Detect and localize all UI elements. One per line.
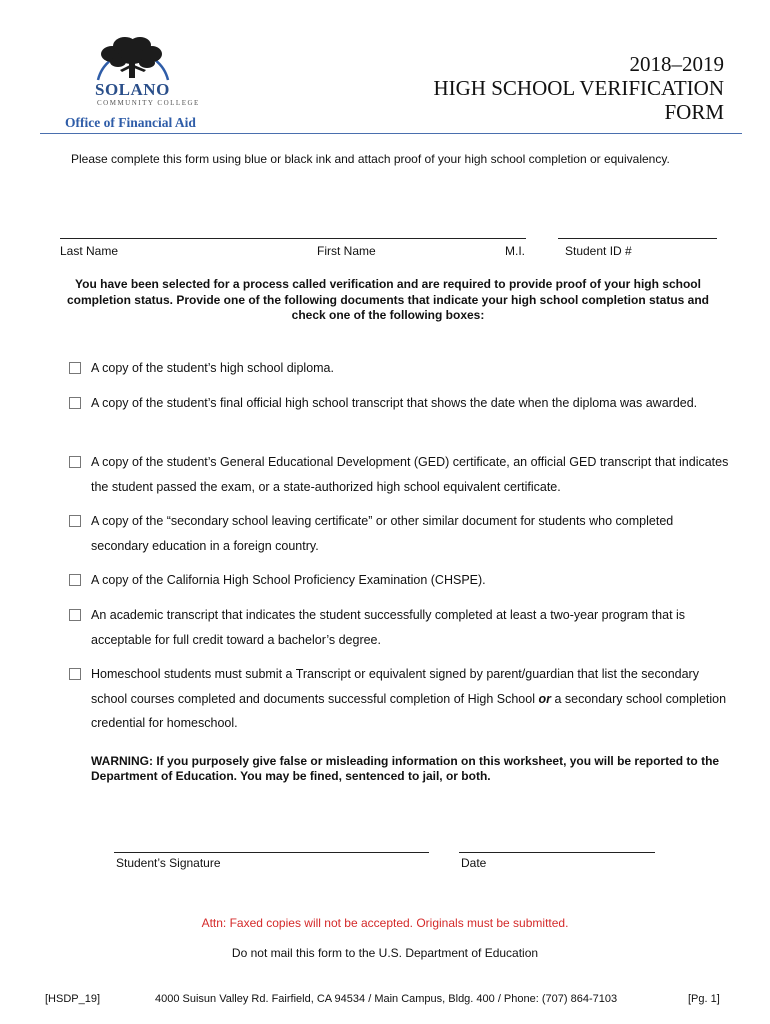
logo-subtitle: COMMUNITY COLLEGE: [97, 99, 200, 107]
logo-name: SOLANO: [95, 80, 170, 99]
checkbox[interactable]: [69, 668, 81, 680]
office-name: Office of Financial Aid: [65, 115, 196, 130]
solano-tree-logo-icon: [92, 34, 174, 82]
title-year: 2018–2019: [629, 52, 724, 76]
option-text: A copy of the California High School Proficiency Examination (CHSPE).: [91, 573, 486, 587]
checkbox[interactable]: [69, 397, 81, 409]
name-line[interactable]: [60, 238, 526, 239]
checkbox[interactable]: [69, 609, 81, 621]
page-title: [364, 52, 724, 124]
student-id-line[interactable]: [558, 238, 717, 239]
date-line[interactable]: [459, 852, 655, 853]
footer-address: 4000 Suisun Valley Rd. Fairfield, CA 94534 / Main Campus, Bldg. 400 / Phone: (707) 864-7103: [155, 993, 618, 1005]
attn-notice: Attn: Faxed copies will not be accepted. Originals must be submitted.: [201, 916, 569, 930]
signature-label: Student’s Signature: [116, 856, 221, 870]
signature-line[interactable]: [114, 852, 429, 853]
date-label: Date: [461, 856, 487, 870]
option-text: An academic transcript that indicates the student successfully completed at least a two-year program that is acceptable for full credit toward a bachelor’s degree.: [91, 608, 686, 647]
page-number: [Pg. 1]: [688, 993, 720, 1005]
first-name-label: First Name: [317, 244, 376, 258]
checkbox[interactable]: [69, 574, 81, 586]
warning-text: WARNING: If you purposely give false or misleading information on this worksheet, you will be reported to the Department of Education. You may be fined, sentenced to jail, or both.: [91, 754, 720, 783]
option-text-part: a secondary school completion credential for homeschool.: [91, 691, 727, 730]
title-form: FORM: [664, 100, 724, 124]
option-text: [91, 662, 729, 736]
option-text: A copy of the “secondary school leaving certificate” or other similar document for students who completed secondary education in a foreign country.: [91, 514, 674, 553]
form-code: [HSDP_19]: [45, 993, 101, 1005]
option-text-part: Homeschool students must submit a Transcript or equivalent signed by parent/guardian that list the secondary school courses completed and documents successful completion of High School: [91, 667, 699, 706]
intro-text: Please complete this form using blue or black ink and attach proof of your high school completion or equivalency.: [71, 152, 670, 166]
option-text: A copy of the student’s General Educational Development (GED) certificate, an official GED transcript that indicates the student passed the exam, or a state-authorized high school equivalent certificate.: [91, 455, 729, 494]
mi-label: M.I.: [505, 244, 525, 258]
last-name-label: Last Name: [60, 244, 119, 258]
option-text: A copy of the student’s high school diploma.: [91, 361, 334, 375]
option-emphasis: or: [538, 691, 551, 706]
selection-notice: You have been selected for a process called verification and are required to provide proof of your high school completion status. Provide one of the following documents that indicate your high school completion status and check one of the following boxes:: [66, 277, 710, 322]
title-main: HIGH SCHOOL VERIFICATION: [433, 76, 724, 100]
checkbox[interactable]: [69, 362, 81, 374]
header-divider: [40, 133, 742, 134]
checkbox[interactable]: [69, 515, 81, 527]
option-text: A copy of the student’s final official high school transcript that shows the date when the diploma was awarded.: [91, 396, 698, 410]
student-id-label: Student ID #: [565, 244, 632, 258]
checkbox[interactable]: [69, 456, 81, 468]
no-mail-notice: Do not mail this form to the U.S. Department of Education: [231, 946, 539, 960]
